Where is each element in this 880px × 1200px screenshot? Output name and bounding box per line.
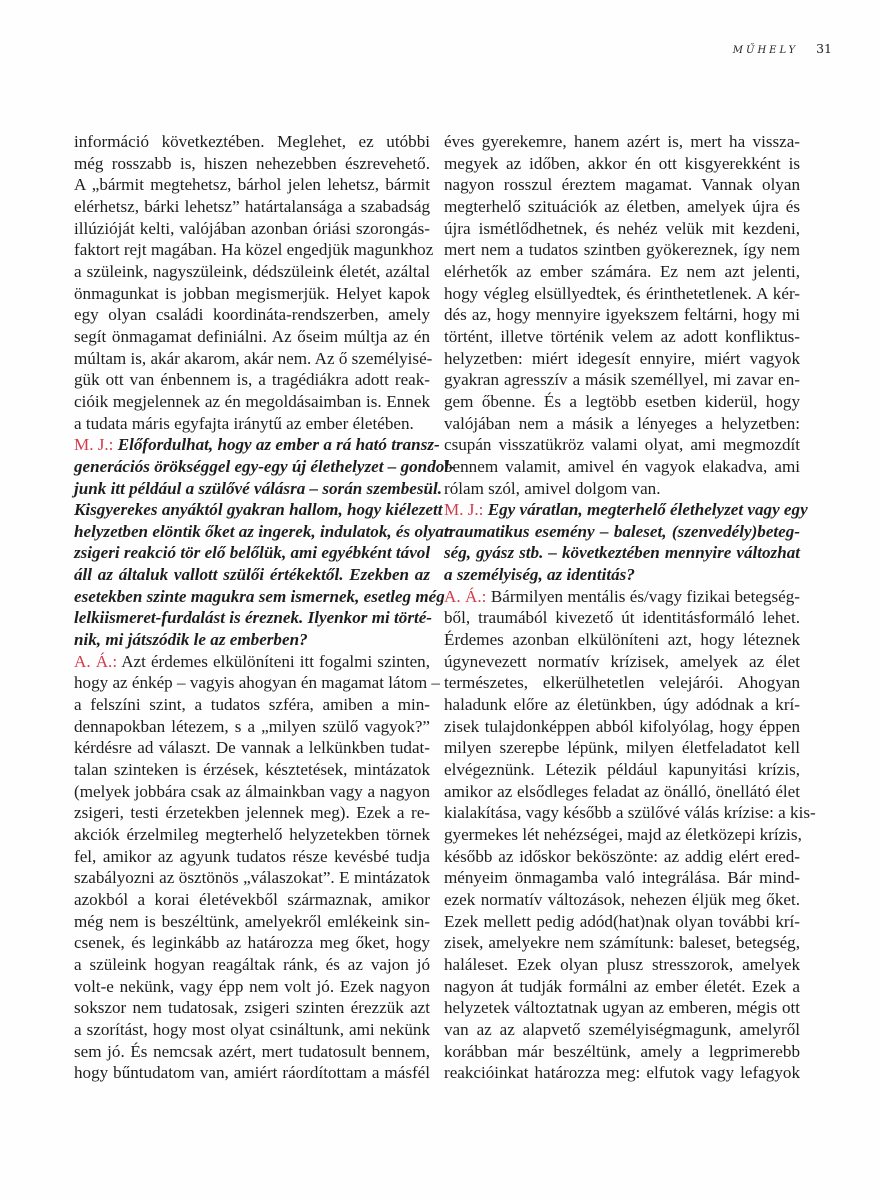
text-line: (melyek jobbára csak az álmainkban vagy a nagyon (74, 781, 430, 801)
answer-text: Azt érdemes elkülöníteni itt fogalmi szinten, (121, 651, 430, 671)
text-line: a felszíni szint, a tudatos szféra, amiben a min- (74, 695, 430, 715)
text-line: haladunk előre az életünkben, úgy adódnak a krí- (444, 695, 800, 715)
interview-question-2 (444, 499, 808, 586)
text-line: sem jó. És nemcsak azért, mert tudatosult bennem, (74, 1041, 430, 1061)
text-line: illúzióját kelti, valójában azonban óriási szorongás- (74, 218, 430, 238)
text-line: A „bármit megtehetsz, bárhol jelen lehetsz, bármit (74, 175, 430, 195)
interview-answer-1 (74, 651, 440, 1084)
text-line: gyakran agresszív a másik személlyel, mi zavar en- (444, 370, 800, 390)
text-line: milyen szerepbe lépünk, milyen életfeladatot kell (444, 738, 800, 758)
answer-text: Bármilyen mentális és/vagy fizikai betegség- (490, 586, 801, 606)
text-line: helyzetben elöntik őket az ingerek, indulatok, és olyan (74, 521, 454, 541)
text-line: megterhelő szituációk az életben, amelyek újra és (444, 196, 800, 216)
text-line: akciók érzelmileg megterhelő helyzetekben törnek (74, 825, 430, 844)
text-line: természetes, elkerülhetetlen velejárói. Ahogyan (444, 673, 800, 693)
text-line: helyzetben: miért idegesít ennyire, miért vagyok (444, 348, 800, 368)
text-line: a szüleink, nagyszüleink, dédszüleink életét, azáltal (74, 261, 430, 281)
speaker-label-interviewee: A. Á.: (444, 586, 487, 606)
text-line: Kisgyerekes anyáktól gyakran hallom, hogy kiélezett (74, 500, 443, 520)
text-line: mert nem a tudatos szintben gyökereznek, így nem (444, 240, 800, 260)
text-line: korábban már beszéltünk, amely a legprimerebb (444, 1041, 800, 1061)
running-head (733, 41, 832, 56)
text-line: reakcióinkat határozza meg: elfutok vagy lefagyok (444, 1063, 800, 1083)
speaker-label-interviewee: A. Á.: (74, 651, 118, 671)
text-line: Érdemes azonban elkülöníteni azt, hogy léteznek (444, 630, 800, 650)
text-line: egy olyan családi koordináta-rendszerben, amely (74, 305, 430, 325)
text-line: úgynevezett normatív krízisek, amelyek az élet (444, 651, 800, 671)
text-line: dennapokban létezem, s a „milyen szülő vagyok?” (74, 716, 430, 736)
text-line: faktort rejt magában. Ha közel engedjük magunkhoz (74, 240, 434, 260)
text-line: nagyon át tudják formálni az ember életét. Ezek a (444, 976, 800, 996)
text-line: talan szinteken is érzések, késztetések, mintázatok (74, 760, 430, 780)
text-line: bennem valamit, amivel én vagyok elakadva, ami (444, 456, 800, 476)
interview-answer-2 (444, 586, 816, 1084)
text-line: amikor az elsődleges feladat az önálló, önellátó élet (444, 781, 800, 801)
text-line: újra ismétlődhetnek, és nehéz velük mit kezdeni, (444, 218, 800, 238)
text-line: később az időskor beköszönte: az addig elért ered- (444, 846, 800, 866)
text-line: zsigeri, testi érzetekben jelennek meg). Ezek a re- (74, 803, 430, 823)
text-line: gyermekes lét nehézségei, majd az életközepi krízis, (444, 825, 802, 844)
text-line: cióik megjelennek az én megoldásaimban is. Ennek (74, 391, 430, 411)
text-line: információ következtében. Meglehet, ez utóbbi (74, 132, 430, 151)
text-line: a szorítást, hogy most olyat csináltunk, ami nekünk (74, 1019, 430, 1039)
text-line: zisek tulajdonképpen abból kifolyólag, hogy éppen (444, 716, 800, 736)
text-line: áll az általuk vallott szülői értékektől. Ezekben az (74, 565, 430, 585)
text-line: csenek, és leginkább az határozza meg őket, hogy (74, 933, 430, 953)
text-line: Ezek mellett pedig adód(hat)nak olyan további krí- (444, 911, 800, 931)
text-line: van az az alapvető személyiségmagunk, amelyről (444, 1019, 800, 1039)
text-line: dés az, hogy mennyire igyekszem feltárni, hogy mi (444, 305, 800, 325)
text-line: zsigeri reakció tör elő belőlük, ami egyébként távol (74, 543, 431, 563)
text-line: traumatikus esemény – baleset, (szenvedély)beteg- (444, 521, 800, 541)
text-line: haláleset. Ezek olyan plusz stresszorok, amelyek (444, 954, 800, 974)
text-line: hogy végleg elsüllyedtek, és érinthetetlenek. A kér- (444, 283, 800, 303)
text-line: elérhetők az ember számára. Ez nem azt jelenti, (444, 261, 800, 281)
text-line: a tudata máris egyfajta iránytű az ember életében. (74, 413, 414, 433)
text-line: azokból a korai életévekből származnak, amikor (74, 889, 430, 909)
text-line: hogy bűntudatom van, amiért ráordítottam a másfél (74, 1063, 430, 1083)
text-line: önmagunkat is jobban megismerjük. Helyet kapok (74, 283, 430, 303)
text-line: kialakítása, vagy később a szülővé válás krízise: a kis- (444, 803, 816, 823)
text-line: még rosszabb is, hiszen nehezebben észrevehető. (74, 153, 430, 173)
text-line: volt-e nekünk, vagy épp nem volt jó. Ezek nagyon (74, 976, 430, 996)
text-line: fel, amikor az agyunk tudatos része kevésbé tudja (74, 846, 430, 866)
text-line: rólam szól, amivel dolgom van. (444, 478, 661, 498)
text-line: csupán visszatükröz valami olyat, ami megmozdít (444, 435, 800, 455)
text-line: ség, gyász stb. – következtében mennyire változhat (444, 543, 800, 563)
text-line: a szüleink hogyan reagáltak ránk, és az vajon jó (74, 954, 430, 974)
text-line: esetekben szinte magukra sem ismernek, esetleg még (74, 586, 445, 606)
text-line: junk itt például a szülővé válásra – során szembesül. (74, 478, 443, 498)
text-line: történt, illetve történik velem az adott konfliktus- (444, 326, 800, 346)
text-line: valójában nem a másik a lényeges a helyzetben: (444, 413, 800, 433)
text-line: segít önmagamat definiálni. Az őseim múltja az én (74, 326, 430, 346)
text-line: gük ott van énbennem is, a tragédiákra adott reak- (74, 370, 430, 390)
text-line: elvégeznünk. Létezik például kapunyitási krízis, (444, 760, 800, 780)
text-line: generációs örökséggel egy-egy új élethelyzet – gondol- (74, 456, 455, 476)
text-line: kérdésre ad választ. De vannak a lelkünkben tudat- (74, 738, 430, 758)
text-line: helyzetek változtatnak ugyan az emberen, mégis ott (444, 998, 800, 1018)
question-text: Előfordulhat, hogy az ember a rá ható transz- (117, 435, 440, 455)
text-line: nik, mi játszódik le az emberben? (74, 630, 308, 650)
text-line: éves gyerekemre, hanem azért is, mert ha vissza- (444, 132, 800, 151)
text-line: a személyiség, az identitás? (444, 565, 635, 585)
speaker-label-interviewer: M. J.: (74, 435, 114, 455)
text-line: sokszor nem tudatosak, zsigeri szinten érezzük azt (74, 998, 430, 1018)
text-line: szabályozni az ösztönös „válaszokat”. E mintázatok (74, 868, 430, 888)
question-text: Egy váratlan, megterhelő élethelyzet vagy egy (487, 500, 808, 520)
text-line: lelkiismeret-furdalást is éreznek. Ilyenkor mi törté- (74, 608, 433, 628)
text-line: zisek, amelyekre nem számítunk: baleset, betegség, (444, 933, 800, 953)
left-column (74, 131, 455, 1084)
section-name: MŰHELY (732, 45, 799, 56)
text-line: múltam is, akár akarom, akár nem. Az ő személyisé- (74, 348, 433, 368)
text-line: gem őbenne. És a legtöbb esetben kiderül, hogy (444, 391, 800, 411)
paragraph-intro-continued (74, 131, 434, 434)
text-line: megyek az időben, akkor én ott kisgyerekként is (444, 153, 800, 173)
paragraph-answer-continued (444, 131, 800, 499)
text-line: nagyon rosszul éreztem magamat. Vannak olyan (444, 175, 800, 195)
text-line: ményeim önmagamba való integrálása. Bár mind- (444, 868, 800, 888)
text-line: elérhetsz, bárki lehetsz” határtalansága a szabadság (74, 196, 430, 216)
interview-question-1 (74, 434, 455, 651)
right-column (444, 131, 816, 1084)
speaker-label-interviewer: M. J.: (444, 500, 484, 520)
text-line: még nem is beszéltünk, amelyekről emlékeink sin- (74, 911, 430, 931)
text-line: ezek normatív változások, nehezen éljük meg őket. (444, 889, 800, 909)
text-line: ből, traumából kivezető út identitásformáló lehet. (444, 608, 800, 628)
page-number: 31 (816, 41, 832, 56)
text-line: hogy az énkép – vagyis ahogyan én magamat látom – (74, 673, 440, 693)
